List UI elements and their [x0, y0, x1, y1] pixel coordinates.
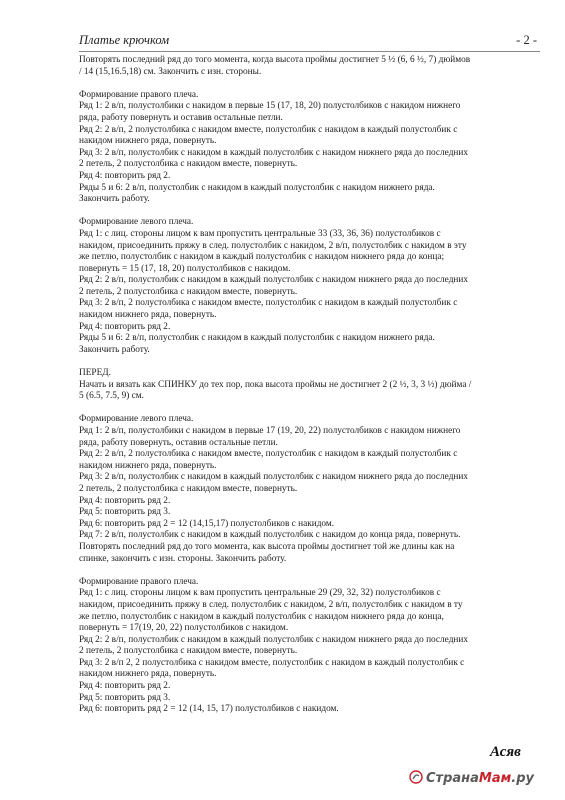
text-line: Ряд 5: повторить ряд 3.: [79, 507, 171, 518]
watermark-accent-text: Мам: [478, 771, 512, 786]
text-line: Ряд 2: 2 в/п, полустолбик с накидом в каждый полустолбик с накидом нижнего ряда до последних: [79, 275, 469, 286]
page-header: [79, 33, 541, 51]
paragraph: [79, 55, 543, 78]
text-line: Ряд 3: 2 в/п, 2 полустолбика с накидом вместе, полустолбик с накидом в каждый полустолбик с: [79, 298, 458, 309]
paragraph: [79, 577, 543, 716]
author-signature: Асяв: [490, 744, 521, 760]
text-line: 2 петель, 2 полустолбика с накидом вместе, повернуть.: [79, 483, 298, 494]
watermark-domain-text: .ру: [511, 771, 534, 786]
paragraph-gap: [79, 78, 543, 90]
text-line: Ряд 4: повторить ряд 2.: [79, 495, 171, 506]
text-line: Ряд 6: повторить ряд 2 = 12 (14, 15, 17) полустолбиков с накидом.: [79, 704, 339, 715]
text-line: Формирование правого плеча.: [79, 89, 199, 100]
text-line: Формирование левого плеча.: [79, 217, 194, 228]
text-line: повернуть = 17(19, 20, 22) полустолбиков с накидом.: [79, 623, 289, 634]
text-line: накидом нижнего ряда, повернуть.: [79, 669, 217, 680]
text-line: повернуть = 15 (17, 18, 20) полустолбиков с накидом.: [79, 263, 291, 274]
text-line: 5 (6.5, 7.5, 9) см.: [79, 391, 145, 402]
text-line: Ряд 3: 2 в/п, полустолбик с накидом в каждый полустолбик с накидом нижнего ряда до последних: [79, 472, 469, 483]
text-line: накидом, присоединить пряжу в след. полустолбик с накидом, 2 в/п, полустолбик с накидом в ту: [79, 599, 463, 610]
page-number: - 2 -: [516, 33, 537, 47]
text-line: накидом нижнего ряда, повернуть.: [79, 136, 217, 147]
text-line: 2 петель, 2 полустолбика с накидом вместе, повернуть.: [79, 159, 298, 170]
text-line: Ряд 2: 2 в/п, 2 полустолбика с накидом вместе, полустолбик с накидом в каждый полустолбик с: [79, 449, 458, 460]
paragraph: [79, 217, 543, 356]
paragraph: [79, 414, 543, 565]
paragraph-gap: [79, 356, 543, 368]
text-line: / 14 (15,16.5,18) см. Закончить с изн. стороны.: [79, 66, 262, 77]
text-line: Ряд 1: 2 в/п, полустолбики с накидом в первые 17 (19, 20, 22) полустолбиков с накидом нижнего: [79, 426, 461, 436]
paragraph: [79, 368, 543, 403]
text-line: 2 петель, 2 полустолбика с накидом вместе, повернуть.: [79, 286, 298, 297]
text-line: Ряд 3: 2 в/п, полустолбик с накидом в каждый полустолбик с накидом нижнего ряда до последних: [79, 147, 469, 158]
text-line: Ряд 7: 2 в/п, полустолбик с накидом в каждый полустолбик с накидом до конца ряда, повернуть.: [79, 530, 461, 541]
text-line: Ряды 5 и 6: 2 в/п, полустолбик с накидом в каждый полустолбик с накидом нижнего ряда.: [79, 182, 435, 193]
text-line: 2 петель, 2 полустолбика с накидом вместе, повернуть.: [79, 646, 298, 657]
paragraph-gap: [79, 403, 543, 415]
text-line: Повторять последний ряд до того момента, когда высота проймы достигнет 5 ½ (6, 6 ½, 7) дюймов: [79, 55, 471, 65]
text-line: Ряд 1: с лиц. стороны лицом к вам пропустить центральные 33 (33, 36, 36) полустолбиков с: [79, 228, 441, 239]
text-line: Ряд 2: 2 в/п, полустолбик с накидом в каждый полустолбик с накидом нижнего ряда до последних: [79, 634, 469, 645]
text-line: накидом нижнего ряда, повернуть.: [79, 310, 217, 321]
text-line: Формирование левого плеча.: [79, 414, 194, 425]
text-line: Ряд 1: 2 в/п, полустолбики с накидом в первые 15 (17, 18, 20) полустолбиков с накидом нижнего: [79, 101, 461, 112]
text-line: Ряды 5 и 6: 2 в/п, полустолбик с накидом в каждый полустолбик с накидом нижнего ряда.: [79, 333, 435, 344]
text-line: Повторять последний ряд до того момента, как высота проймы достигнет той же длины как на: [79, 541, 455, 552]
text-line: Закончить работу.: [79, 194, 150, 205]
text-line: Ряд 5: повторить ряд 3.: [79, 692, 171, 703]
text-line: Ряд 1: с лиц. стороны лицом к вам пропустить центральные 29 (29, 32, 32) полустолбиков с: [79, 588, 441, 599]
text-line: Формирование правого плеча.: [79, 576, 199, 587]
text-line: накидом нижнего ряда, повернуть.: [79, 460, 217, 471]
text-line: же петлю, полустолбик с накидом в каждый полустолбик с накидом нижнего ряда до конца,: [79, 611, 444, 622]
text-line: Ряд 3: 2 в/п 2, 2 полустолбика с накидом вместе, полустолбик с накидом в каждый полустолбик с: [79, 657, 465, 668]
paragraph: [79, 90, 543, 206]
text-line: накидом, присоединить пряжу в след. полустолбик с накидом, 2 в/п, полустолбик с накидом в эту: [79, 240, 467, 251]
text-line: Закончить работу.: [79, 344, 150, 355]
text-line: Ряд 4: повторить ряд 2.: [79, 170, 171, 181]
site-watermark: [409, 770, 534, 792]
paragraph-gap: [79, 565, 543, 577]
document-body: [79, 55, 543, 716]
watermark-main-text: Страна: [426, 771, 479, 786]
text-line: Ряд 4: повторить ряд 2.: [79, 681, 171, 692]
text-line: Начать и вязать как СПИНКУ до тех пор, пока высота проймы не достигнет 2 (2 ½, 3, 3 ½) дюйма /: [79, 379, 472, 390]
text-line: ПЕРЕД.: [79, 368, 111, 379]
text-line: ряда, работу повернуть и оставив остальные петли.: [79, 112, 283, 123]
paragraph-gap: [79, 206, 543, 218]
text-line: же петлю, полустолбик с накидом в каждый полустолбик с накидом нижнего ряда до конца;: [79, 252, 445, 263]
stork-logo-icon: [409, 770, 423, 784]
text-line: Ряд 4: повторить ряд 2.: [79, 321, 171, 332]
text-line: Ряд 6: повторить ряд 2 = 12 (14,15,17) полустолбиков с накидом.: [79, 518, 335, 529]
text-line: Ряд 2: 2 в/п, 2 полустолбика с накидом вместе, полустолбик с накидом в каждый полустолбик с: [79, 124, 458, 135]
text-line: спинке, закончить с изн. стороны. Закончить работу.: [79, 553, 287, 564]
header-rule: [79, 51, 540, 52]
document-title: Платье крючком: [79, 33, 170, 47]
text-line: ряда, работу повернуть, оставив остальные петли.: [79, 437, 278, 448]
